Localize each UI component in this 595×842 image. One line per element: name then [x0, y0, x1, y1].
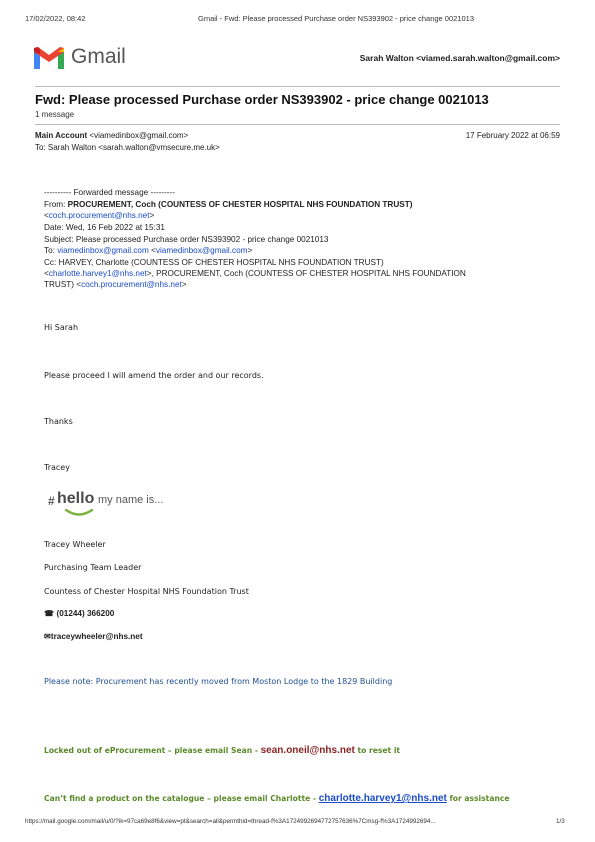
from-name: Main Account [35, 131, 88, 140]
sig-name: Tracey Wheeler [44, 540, 106, 549]
signoff-name: Tracey [44, 463, 70, 472]
message-to: To: Sarah Walton <sarah.walton@vmsecure.me.uk> [35, 143, 220, 152]
cc-trust: TRUST) < [44, 280, 82, 289]
procurement-note: Please note: Procurement has recently moved from Moston Lodge to the 1829 Building [44, 677, 393, 686]
catalogue-suffix: for assistance [446, 794, 510, 803]
divider [35, 86, 560, 87]
cc-email-link[interactable]: charlotte.harvey1@nhs.net [48, 269, 147, 278]
greeting: Hi Sarah [44, 323, 79, 332]
message-from [35, 131, 188, 140]
catalogue-line [44, 793, 510, 804]
thread-subject: Fwd: Please processed Purchase order NS393902 - price change 0021013 [35, 92, 489, 107]
to-email-link-2[interactable]: viamedinbox@gmail.com [155, 246, 248, 255]
print-page-number: 1/3 [556, 818, 565, 825]
envelope-icon: ✉ [44, 632, 51, 641]
sig-phone [44, 608, 114, 618]
from-email: <viamedinbox@gmail.com> [89, 131, 189, 140]
cc-rest: , PROCUREMENT, Coch (COUNTESS OF CHESTER HOSPITAL NHS FOUNDATION [151, 269, 466, 278]
print-datetime: 17/02/2022, 08:42 [25, 14, 86, 23]
email-address: traceywheeler@nhs.net [50, 632, 143, 641]
message-date: 17 February 2022 at 06:59 [465, 131, 560, 140]
hello-rest: my name is... [98, 494, 164, 506]
locked-out-suffix: to reset it [354, 746, 401, 755]
account-header: Sarah Walton <viamed.sarah.walton@gmail.com> [359, 53, 560, 63]
forwarded-cc: Cc: HARVEY, Charlotte (COUNTESS OF CHESTER HOSPITAL NHS FOUNDATION TRUST) [44, 258, 384, 267]
gmail-m-icon [33, 46, 65, 70]
sean-email[interactable]: sean.oneil@nhs.net [260, 745, 355, 756]
forwarded-header: ---------- Forwarded message --------- [44, 188, 175, 197]
hash: # [48, 494, 55, 508]
charlotte-email-link[interactable]: charlotte.harvey1@nhs.net [318, 793, 447, 804]
thanks: Thanks [44, 417, 73, 426]
locked-out-text: Locked out of eProcurement – please email Sean - [44, 746, 261, 755]
to-label: To: [44, 246, 58, 255]
body-line: Please proceed I will amend the order and our records. [44, 371, 264, 380]
from-name: PROCUREMENT, Coch (COUNTESS OF CHESTER HOSPITAL NHS FOUNDATION TRUST) [67, 200, 413, 209]
phone-icon: ☎ [44, 609, 55, 618]
forwarded-cc-2: <charlotte.harvey1@nhs.net>, PROCUREMENT, Coch (COUNTESS OF CHESTER HOSPITAL NHS FOUNDATION [44, 269, 466, 278]
forwarded-subject: Subject: Please processed Purchase order NS393902 - price change 0021013 [44, 235, 329, 244]
sig-role: Purchasing Team Leader [44, 563, 142, 572]
gmail-logo[interactable] [33, 44, 143, 72]
to-email-link[interactable]: viamedinbox@gmail.com [57, 246, 149, 255]
locked-out-line [44, 745, 400, 756]
phone-number: (01244) 366200 [56, 609, 115, 618]
smile-icon [64, 509, 94, 517]
forwarded-from [44, 200, 412, 209]
from-label: From: [44, 200, 68, 209]
print-title: Gmail - Fwd: Please processed Purchase order NS393902 - price change 0021013 [198, 14, 474, 23]
hello-my-name-is-logo [44, 488, 184, 518]
print-url: https://mail.google.com/mail/u/0/?ik=97ca69e8f6&view=pt&search=all&permthid=thread-f%3A1724992694772757636%7Cmsg-f%3A1724992694... [25, 818, 436, 825]
hello-word: hello [57, 490, 95, 507]
forwarded-from-email: <coch.procurement@nhs.net> [44, 211, 155, 220]
from-email-link[interactable]: coch.procurement@nhs.net [48, 211, 150, 220]
gmail-wordmark: Gmail [71, 45, 126, 68]
sig-org: Countess of Chester Hospital NHS Foundation Trust [44, 587, 249, 596]
divider [35, 124, 560, 125]
catalogue-text: Can’t find a product on the catalogue – please email Charlotte - [44, 794, 319, 803]
sig-email [44, 631, 143, 641]
forwarded-to: To: viamedinbox@gmail.com <viamedinbox@gmail.com> [44, 246, 253, 255]
forwarded-date: Date: Wed, 16 Feb 2022 at 15:31 [44, 223, 165, 232]
message-count: 1 message [35, 110, 75, 119]
cc-email-link-2[interactable]: coch.procurement@nhs.net [81, 280, 182, 289]
forwarded-cc-3: TRUST) <coch.procurement@nhs.net> [44, 280, 187, 289]
